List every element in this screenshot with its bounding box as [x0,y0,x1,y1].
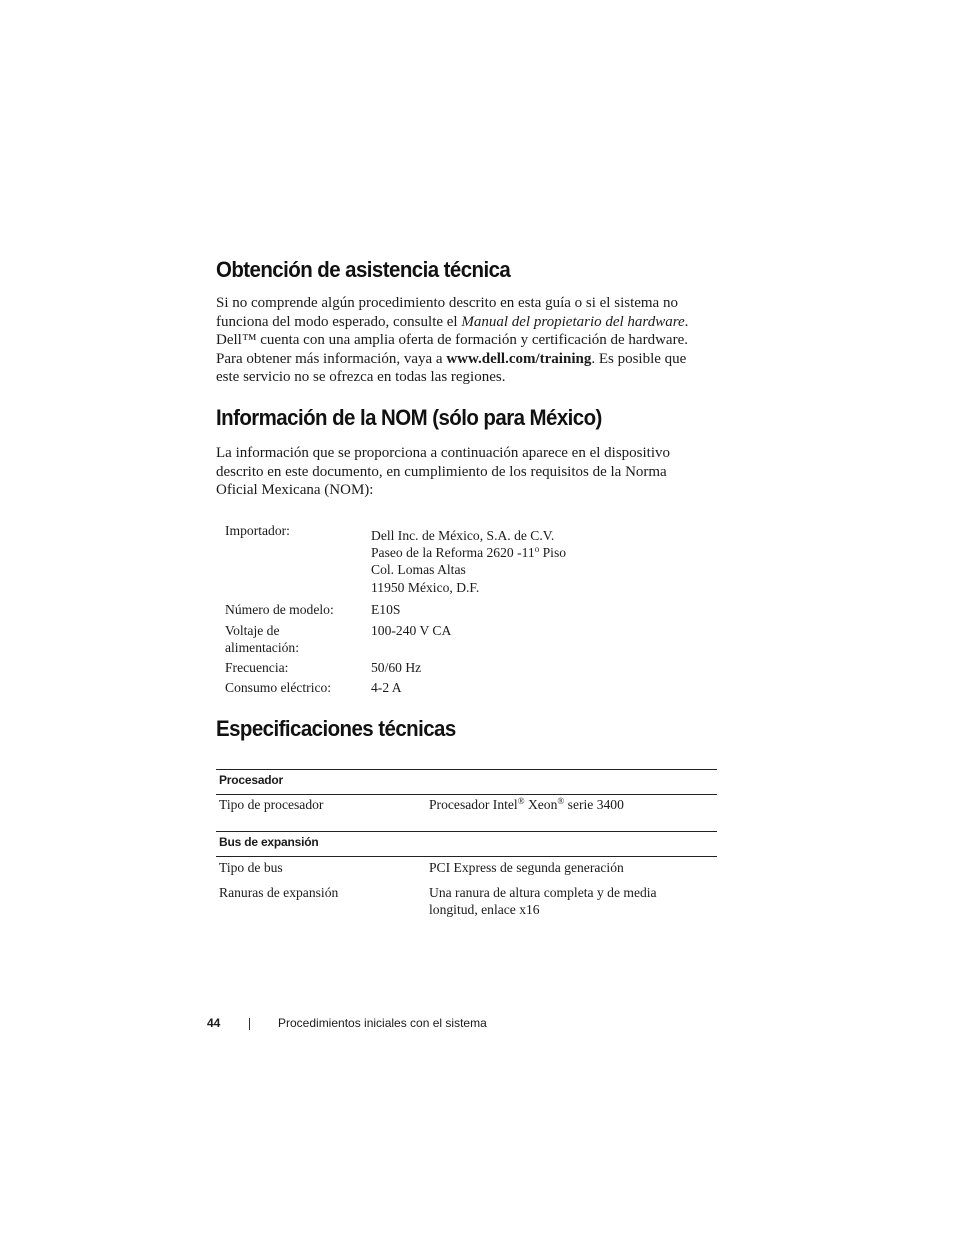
importer-label: Importador: [225,523,290,538]
footer-separator [249,1018,250,1030]
consumption-value: 4-2 A [371,680,402,695]
frequency-value: 50/60 Hz [371,660,422,675]
training-url: www.dell.com/training [446,350,592,367]
heading-specifications: Especificaciones técnicas [216,716,456,741]
processor-section-title: Procesador [219,773,284,787]
model-value: E10S [371,602,401,617]
nom-line-2: descrito en este documento, en cumplimiento de los requisitos de la Norma [216,463,667,480]
support-line-4: Para obtener más información, vaya a www.dell.com/training. Es posible que [216,350,687,367]
frequency-label: Frecuencia: [225,660,289,675]
nom-paragraph [216,444,716,500]
table-rule-top [216,769,717,770]
expansion-slots-label: Ranuras de expansión [219,885,339,900]
bus-section-title: Bus de expansión [219,835,319,849]
table-rule-bus-top [216,831,717,832]
support-line-1: Si no comprende algún procedimiento descrito en esta guía o si el sistema no [216,295,678,311]
support-line-3: Dell™ cuenta con una amplia oferta de formación y certificación de hardware. [216,332,688,348]
support-paragraph [216,294,716,387]
voltage-value: 100-240 V CA [371,623,452,638]
model-label: Número de modelo: [225,602,334,617]
heading-nom-info: Información de la NOM (sólo para México) [216,405,602,430]
bus-type-label: Tipo de bus [219,860,283,875]
importer-value: Dell Inc. de México, S.A. de C.V. Paseo de la Reforma 2620 -11$^o$ Piso Col. Lomas Altas 11950 México, D.F. [371,528,567,595]
support-line-5: este servicio no se ofrezca en todas las regiones. [216,369,506,385]
processor-type-label: Tipo de procesador [219,797,324,812]
nom-line-3: Oficial Mexicana (NOM): [216,482,374,498]
bus-type-value: PCI Express de segunda generación [429,860,624,875]
page-number: 44 [207,1016,221,1030]
table-rule-processor [216,794,717,795]
nom-line-1: La información que se proporciona a continuación aparece en el dispositivo [216,445,670,461]
processor-type-value: Procesador Intel® Xeon® serie 3400 [429,796,624,812]
table-rule-bus [216,856,717,857]
hardware-manual-title: Manual del propietario del hardware [461,313,685,330]
heading-technical-support: Obtención de asistencia técnica [216,257,511,282]
footer-title: Procedimientos iniciales con el sistema [278,1016,487,1030]
consumption-label: Consumo eléctrico: [225,680,332,695]
expansion-slots-value: Una ranura de altura completa y de media longitud, enlace x16 [429,885,657,918]
voltage-label: Voltaje de alimentación: [225,623,299,656]
support-line-2: funciona del modo esperado, consulte el Manual del propietario del hardware. [216,313,689,330]
